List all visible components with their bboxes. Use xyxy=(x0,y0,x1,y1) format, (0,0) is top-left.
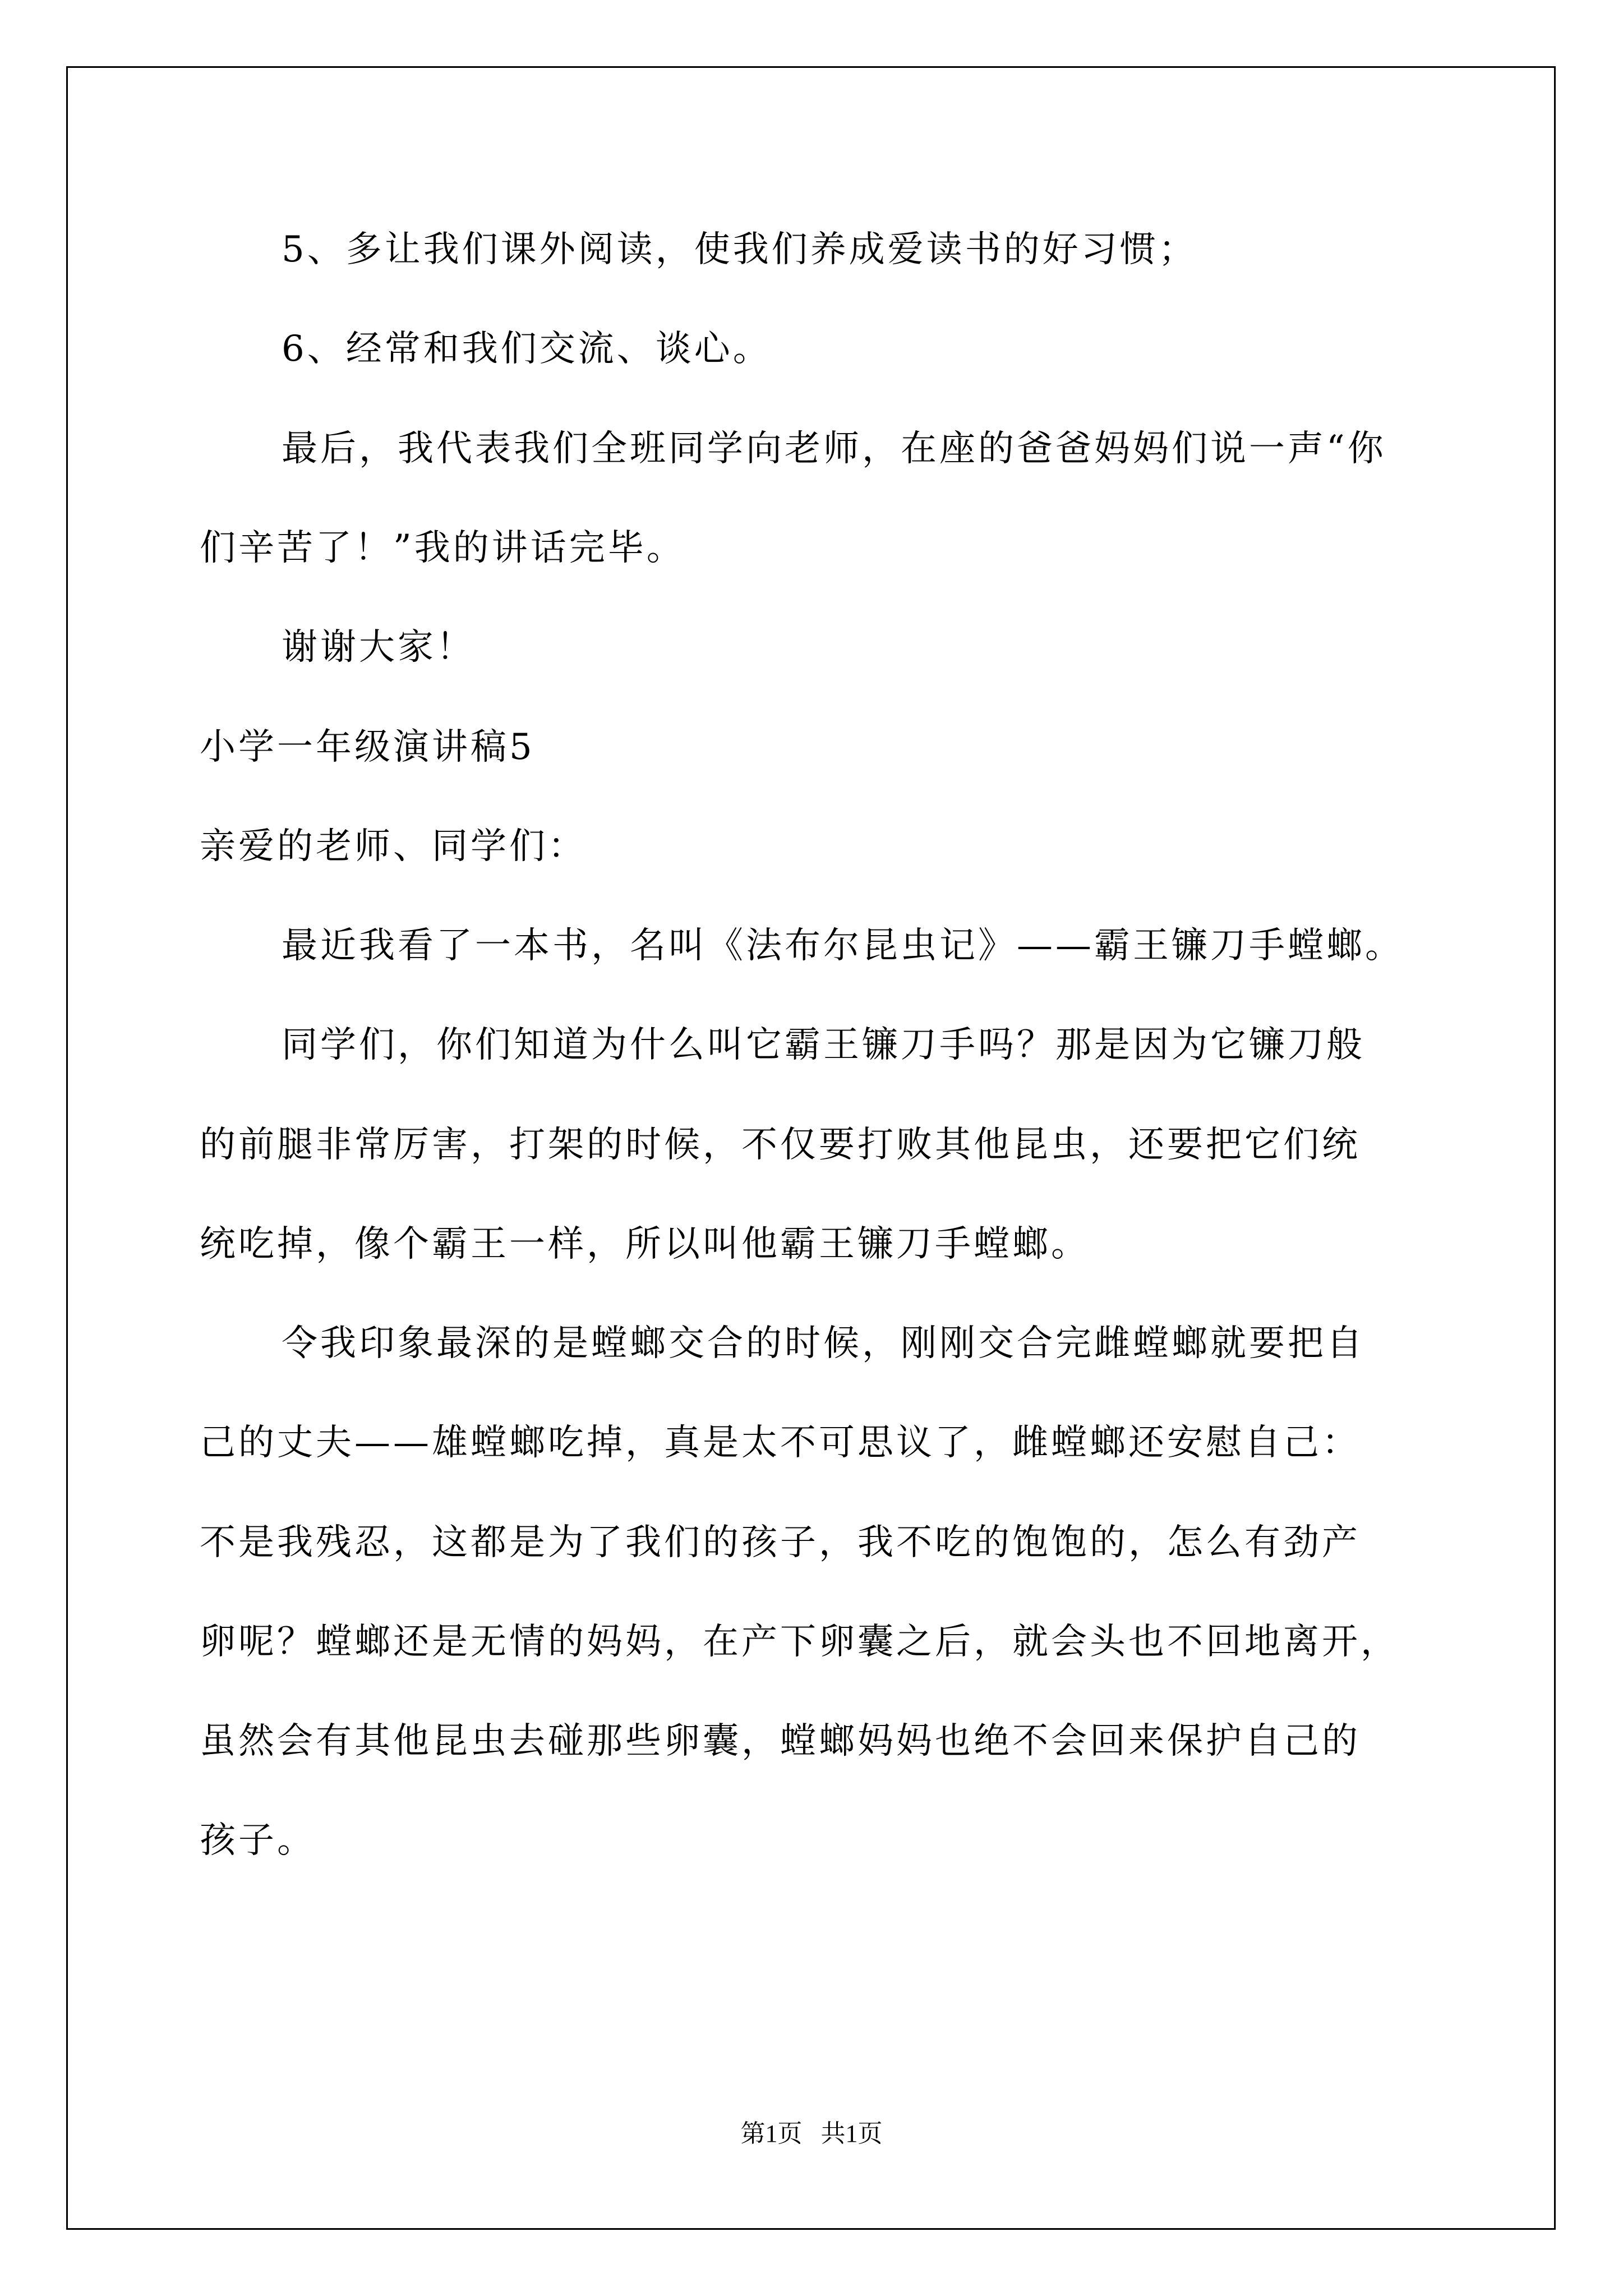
paragraph-line: 虽然会有其他昆虫去碰那些卵囊，螳螂妈妈也绝不会回来保护自己的 xyxy=(200,1720,1361,1762)
list-item-6: 6、经常和我们交流、谈心。 xyxy=(282,328,772,370)
paragraph-line: 的前腿非常厉害，打架的时候，不仅要打败其他昆虫，还要把它们统 xyxy=(200,1124,1361,1166)
thanks-line: 谢谢大家！ xyxy=(282,627,475,668)
paragraph-line: 孩子。 xyxy=(200,1820,316,1861)
paragraph-line: 令我印象最深的是螳螂交合的时候，刚刚交合完雌螳螂就要把自 xyxy=(282,1323,1365,1364)
paragraph-line: 不是我残忍，这都是为了我们的孩子，我不吃的饱饱的，怎么有劲产 xyxy=(200,1522,1361,1563)
closing-paragraph-line-2: 们辛苦了！”我的讲话完毕。 xyxy=(200,527,685,569)
paragraph-line: 己的丈夫——雄螳螂吃掉，真是太不可思议了，雌螳螂还安慰自己： xyxy=(200,1422,1361,1464)
section-title: 小学一年级演讲稿5 xyxy=(200,726,535,768)
salutation: 亲爱的老师、同学们： xyxy=(200,826,587,867)
page-footer: 第1页 共1页 xyxy=(740,2120,883,2147)
paragraph-line: 统吃掉，像个霸王一样，所以叫他霸王镰刀手螳螂。 xyxy=(200,1223,1090,1265)
paragraph-line: 最近我看了一本书，名叫《法布尔昆虫记》——霸王镰刀手螳螂。 xyxy=(282,925,1404,967)
list-item-5: 5、多让我们课外阅读，使我们养成爱读书的好习惯； xyxy=(282,229,1197,270)
paragraph-line: 同学们，你们知道为什么叫它霸王镰刀手吗？那是因为它镰刀般 xyxy=(282,1024,1365,1066)
closing-paragraph-line-1: 最后，我代表我们全班同学向老师，在座的爸爸妈妈们说一声“你 xyxy=(282,428,1386,470)
paragraph-line: 卵呢？螳螂还是无情的妈妈，在产下卵囊之后，就会头也不回地离开， xyxy=(200,1621,1399,1663)
